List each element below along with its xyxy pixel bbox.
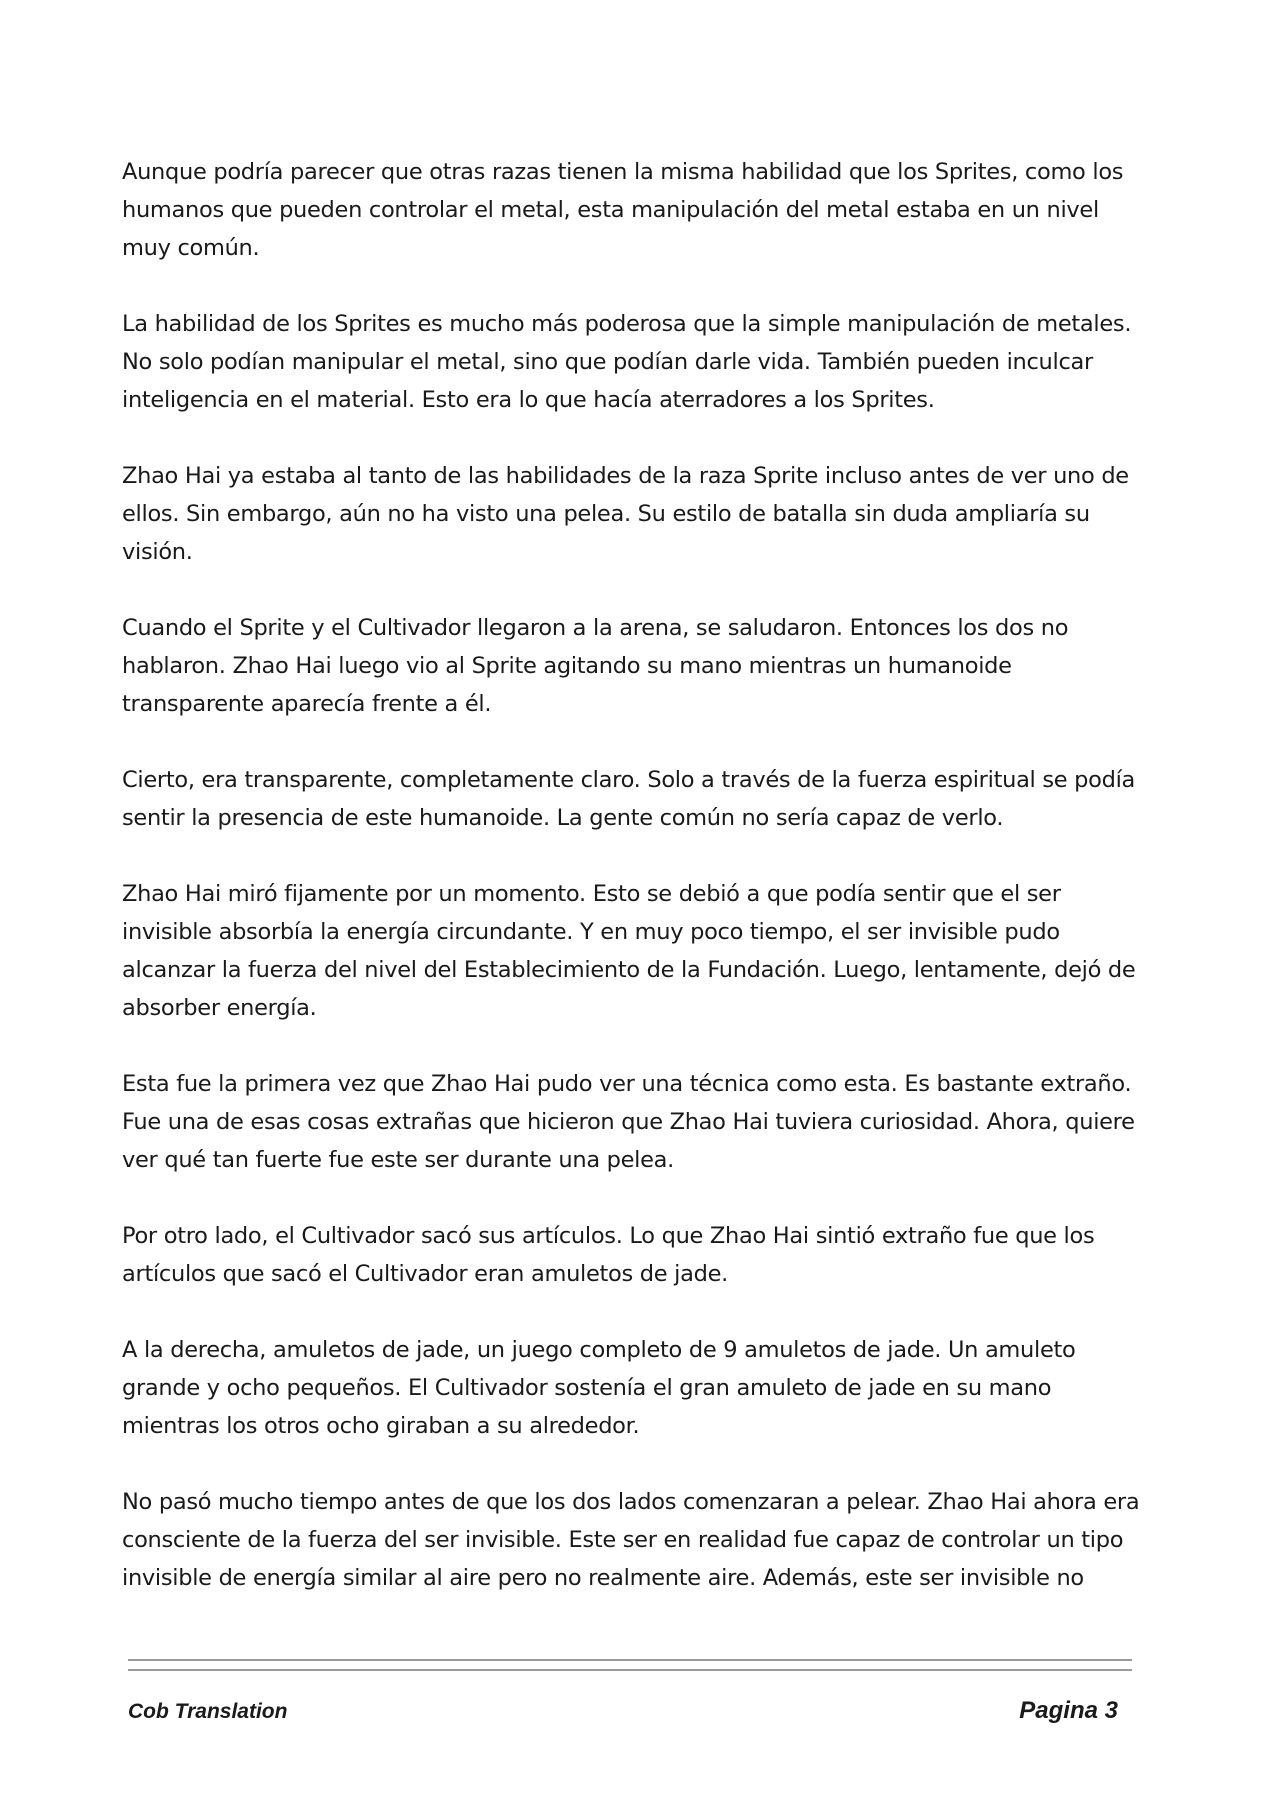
paragraph: Cuando el Sprite y el Cultivador llegaron a la arena, se saludaron. Entonces los dos no hablaron. Zhao Hai luego vio al Sprite agitando su mano mientras un humanoide transparente aparecía frente a él.: [122, 615, 1069, 717]
page-body: [122, 153, 1142, 1597]
paragraph: Cierto, era transparente, completamente claro. Solo a través de la fuerza espiritual se podía sentir la presencia de este humanoide. La gente común no sería capaz de verlo.: [122, 767, 1136, 831]
paragraph: Aunque podría parecer que otras razas tienen la misma habilidad que los Sprites, como los humanos que pueden controlar el metal, esta manipulación del metal estaba en un nivel muy común.: [122, 159, 1124, 261]
paragraph: No pasó mucho tiempo antes de que los dos lados comenzaran a pelear. Zhao Hai ahora era consciente de la fuerza del ser invisible. Este ser en realidad fue capaz de controlar un tipo invisible de energía similar al aire pero no realmente aire. Además, este ser invisible no: [122, 1489, 1140, 1591]
paragraph: Por otro lado, el Cultivador sacó sus artículos. Lo que Zhao Hai sintió extraño fue que los artículos que sacó el Cultivador eran amuletos de jade.: [122, 1223, 1095, 1287]
paragraph: Esta fue la primera vez que Zhao Hai pudo ver una técnica como esta. Es bastante extraño. Fue una de esas cosas extrañas que hicieron que Zhao Hai tuviera curiosidad. Ahora, quiere ver qué tan fuerte fue este ser durante una pelea.: [122, 1071, 1135, 1173]
footer-divider-bottom: [128, 1669, 1132, 1671]
paragraph: A la derecha, amuletos de jade, un juego completo de 9 amuletos de jade. Un amuleto grande y ocho pequeños. El Cultivador sostenía el gran amuleto de jade en su mano mientras los otros ocho giraban a su alrededor.: [122, 1337, 1076, 1439]
paragraph: Zhao Hai miró fijamente por un momento. Esto se debió a que podía sentir que el ser invisible absorbía la energía circundante. Y en muy poco tiempo, el ser invisible pudo alcanzar la fuerza del nivel del Establecimiento de la Fundación. Luego, lentamente, dejó de absorber energía.: [122, 881, 1136, 1021]
footer-divider-top: [128, 1659, 1132, 1661]
footer-translator-credit: Cob Translation: [128, 1700, 288, 1723]
paragraph: La habilidad de los Sprites es mucho más poderosa que la simple manipulación de metales. No solo podían manipular el metal, sino que podían darle vida. También pueden inculcar inteligencia en el material. Esto era lo que hacía aterradores a los Sprites.: [122, 311, 1132, 413]
paragraph: Zhao Hai ya estaba al tanto de las habilidades de la raza Sprite incluso antes de ver uno de ellos. Sin embargo, aún no ha visto una pelea. Su estilo de batalla sin duda ampliaría su visión.: [122, 463, 1129, 565]
footer-page-number: Pagina 3: [1019, 1697, 1118, 1724]
